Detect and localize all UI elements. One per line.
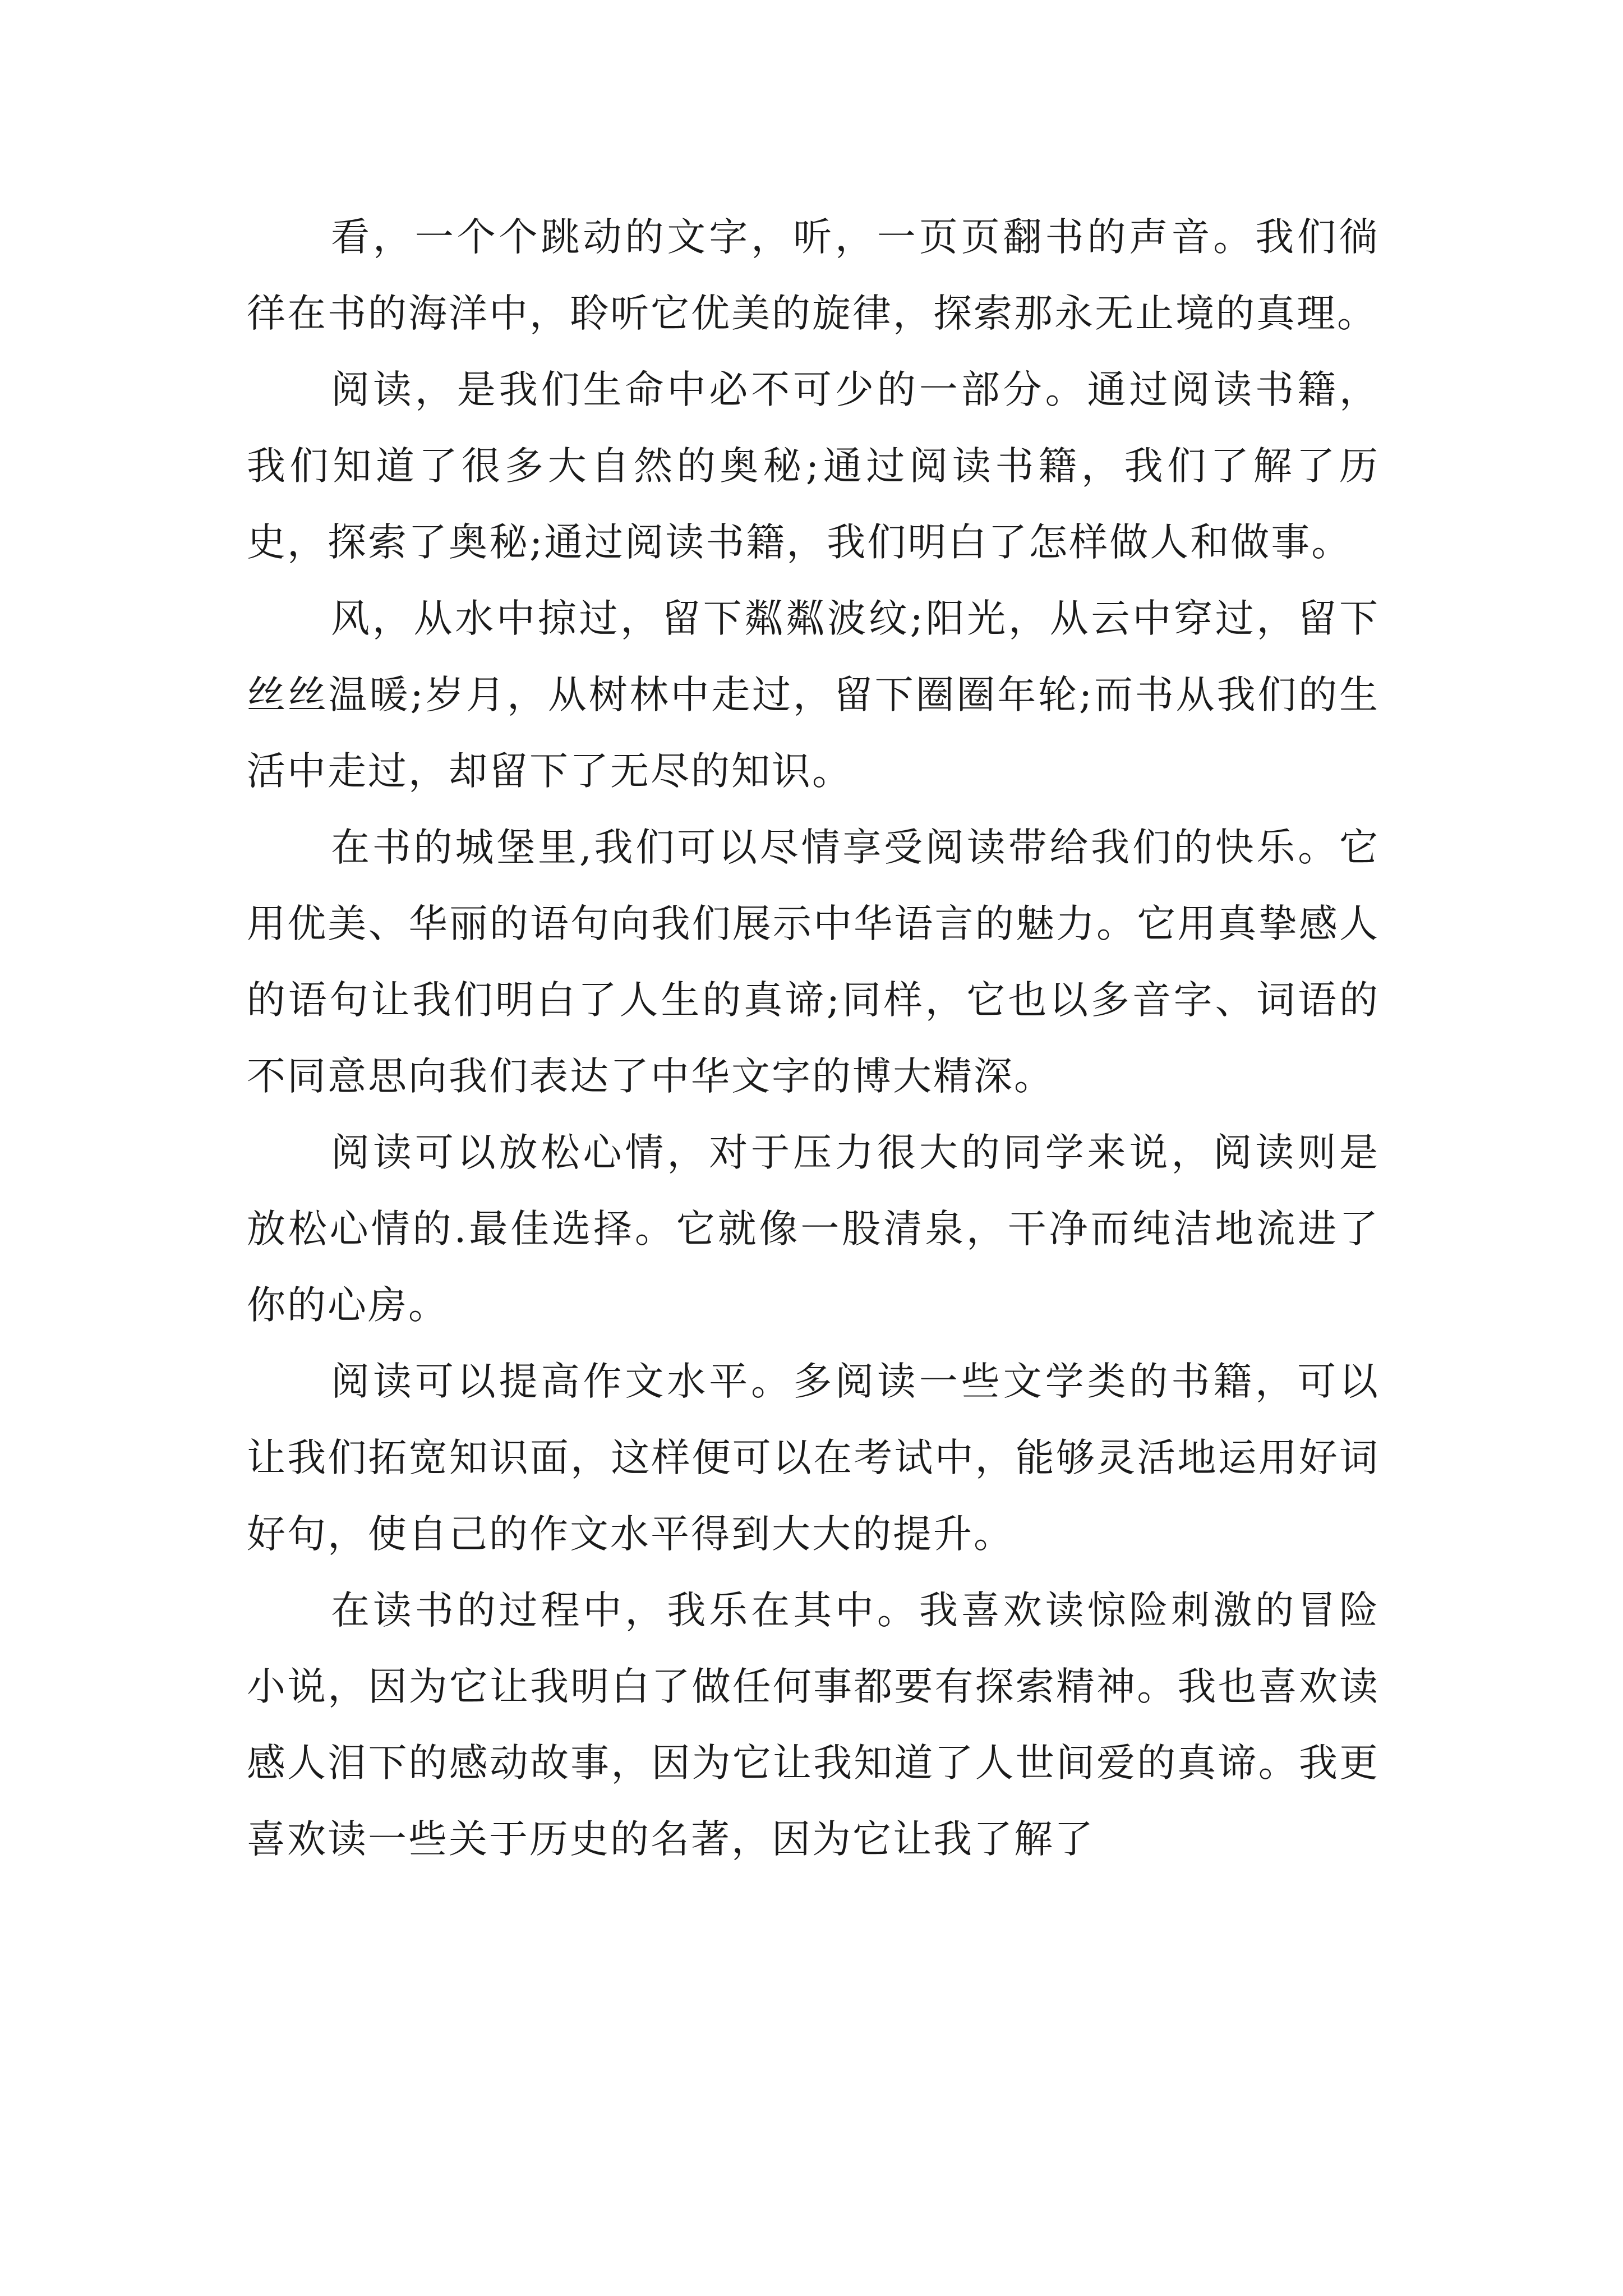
paragraph-6: 阅读可以提高作文水平。多阅读一些文学类的书籍，可以让我们拓宽知识面，这样便可以在考试中，能够灵活地运用好词好句，使自己的作文水平得到大大的提升。	[247, 1359, 1380, 1557]
document-body	[247, 199, 1380, 1878]
paragraph-5: 阅读可以放松心情，对于压力很大的同学来说，阅读则是放松心情的.最佳选择。它就像一股清泉，干净而纯洁地流进了你的心房。	[247, 1130, 1380, 1328]
paragraph-2: 阅读，是我们生命中必不可少的一部分。通过阅读书籍，我们知道了很多大自然的奥秘;通过阅读书籍，我们了解了历史，探索了奥秘;通过阅读书籍，我们明白了怎样做人和做事。	[247, 367, 1380, 565]
paragraph-7: 在读书的过程中，我乐在其中。我喜欢读惊险刺激的冒险小说，因为它让我明白了做任何事都要有探索精神。我也喜欢读感人泪下的感动故事，因为它让我知道了人世间爱的真谛。我更喜欢读一些关于历史的名著，因为它让我了解了	[247, 1588, 1380, 1862]
paragraph-3: 风，从水中掠过，留下粼粼波纹;阳光，从云中穿过，留下丝丝温暖;岁月，从树林中走过，留下圈圈年轮;而书从我们的生活中走过，却留下了无尽的知识。	[247, 596, 1380, 794]
paragraph-1: 看，一个个跳动的文字，听，一页页翻书的声音。我们徜徉在书的海洋中，聆听它优美的旋律，探索那永无止境的真理。	[247, 215, 1380, 336]
paragraph-4: 在书的城堡里,我们可以尽情享受阅读带给我们的快乐。它用优美、华丽的语句向我们展示中华语言的魅力。它用真挚感人的语句让我们明白了人生的真谛;同样，它也以多音字、词语的不同意思向我们表达了中华文字的博大精深。	[247, 825, 1380, 1099]
